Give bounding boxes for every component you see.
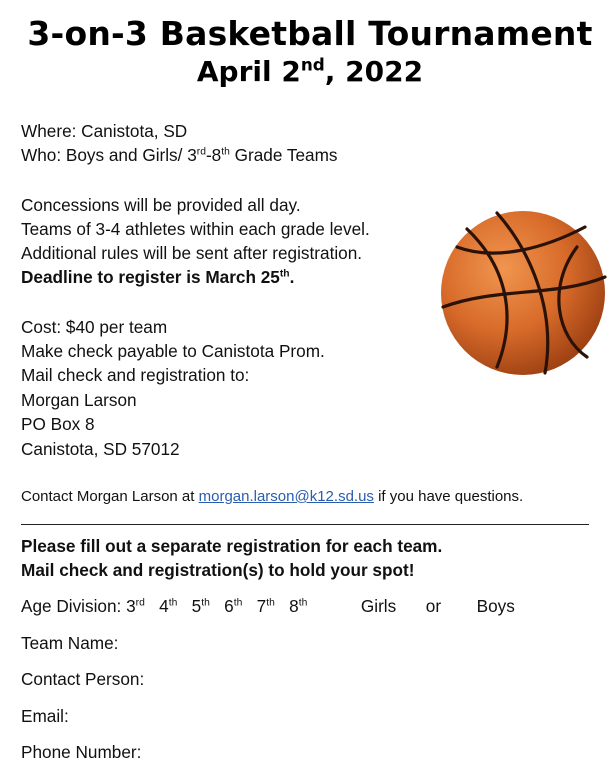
who-suffix: Grade Teams bbox=[229, 145, 338, 165]
mail-po-box: PO Box 8 bbox=[21, 414, 95, 434]
payable-line: Make check payable to Canistota Prom. bbox=[21, 341, 325, 361]
section-divider bbox=[21, 524, 589, 525]
cost-line: Cost: $40 per team bbox=[21, 317, 168, 337]
contact-suffix: if you have questions. bbox=[373, 488, 524, 505]
who-text: Who: Boys and Girls/ 3 bbox=[21, 145, 197, 165]
instruction-line-2: Mail check and registration(s) to hold your spot! bbox=[21, 560, 415, 580]
mail-line: Mail check and registration to: bbox=[21, 365, 250, 385]
concessions-line: Concessions will be provided all day. bbox=[21, 195, 301, 215]
grade-option-6[interactable]: 6th bbox=[224, 596, 243, 616]
date-year: , 2022 bbox=[324, 55, 424, 88]
page-title: 3-on-3 Basketball Tournament bbox=[27, 14, 593, 53]
instruction-line-1: Please fill out a separate registration for each team. bbox=[21, 536, 443, 556]
email-link[interactable]: morgan.larson@k12.sd.us bbox=[198, 488, 374, 505]
grade-option-8[interactable]: 8th bbox=[289, 596, 308, 616]
teams-line: Teams of 3-4 athletes within each grade level. bbox=[21, 219, 370, 239]
who-ordinal-2: th bbox=[221, 146, 230, 158]
where-line: Where: Canistota, SD bbox=[21, 121, 188, 141]
deadline-ordinal: th bbox=[279, 268, 290, 280]
phone-number-field[interactable]: Phone Number: bbox=[21, 742, 142, 762]
date-text: April 2 bbox=[196, 55, 301, 88]
grade-option-3[interactable]: 3rd bbox=[126, 596, 145, 616]
age-division-row bbox=[21, 594, 515, 618]
girls-option[interactable]: Girls bbox=[360, 596, 397, 616]
mail-name: Morgan Larson bbox=[21, 390, 137, 410]
deadline-text: Deadline to register is March 25 bbox=[21, 267, 280, 287]
who-line bbox=[21, 143, 337, 167]
contact-text: Contact Morgan Larson at bbox=[21, 488, 199, 505]
contact-line bbox=[21, 485, 523, 509]
who-ordinal-1: rd bbox=[196, 146, 206, 158]
event-date bbox=[0, 55, 611, 88]
date-ordinal: nd bbox=[300, 54, 325, 75]
contact-person-field[interactable]: Contact Person: bbox=[21, 669, 145, 689]
who-range: -8 bbox=[205, 145, 222, 165]
team-name-field[interactable]: Team Name: bbox=[21, 633, 119, 653]
email-field[interactable]: Email: bbox=[21, 706, 69, 726]
rules-line: Additional rules will be sent after registration. bbox=[21, 243, 363, 263]
boys-option[interactable]: Boys bbox=[476, 596, 515, 616]
grade-option-7[interactable]: 7th bbox=[256, 596, 275, 616]
grade-option-5[interactable]: 5th bbox=[191, 596, 210, 616]
mail-city: Canistota, SD 57012 bbox=[21, 439, 180, 459]
age-division-label: Age Division: bbox=[21, 596, 122, 616]
basketball-icon bbox=[437, 207, 609, 379]
deadline-period: . bbox=[289, 267, 295, 287]
deadline-line bbox=[21, 265, 294, 289]
grade-option-4[interactable]: 4th bbox=[159, 596, 178, 616]
or-label: or bbox=[425, 596, 442, 616]
